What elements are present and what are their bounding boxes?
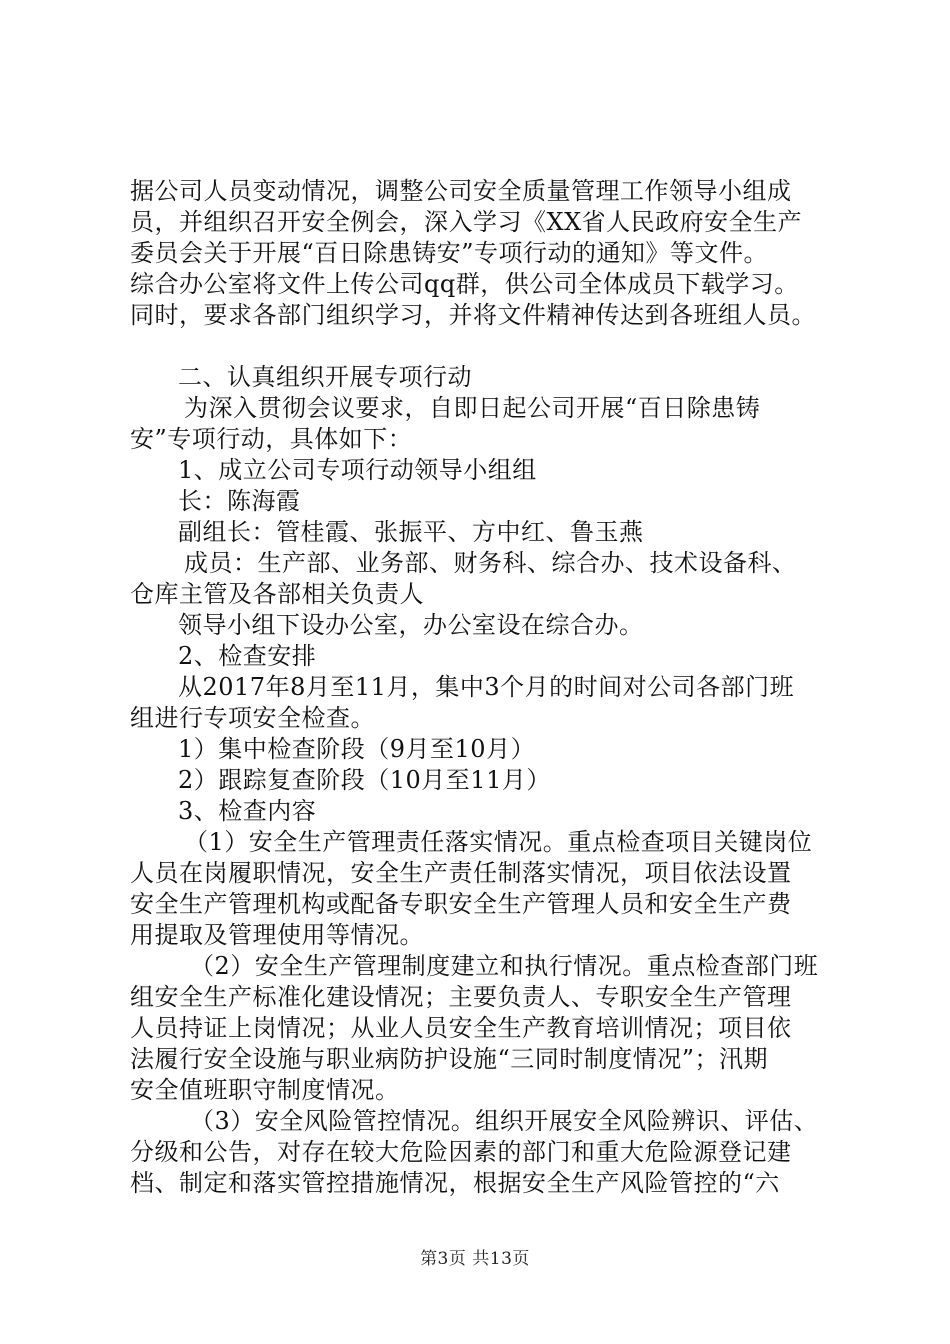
text-line: 员，并组织召开安全例会，深入学习《XX省人民政府安全生产	[130, 208, 803, 236]
section-heading: 二、认真组织开展专项行动	[178, 363, 472, 391]
text-line: 组进行专项安全检查。	[130, 704, 375, 732]
text-line: 据公司人员变动情况，调整公司安全质量管理工作领导小组成	[130, 177, 792, 205]
text-line: 领导小组下设办公室，办公室设在综合办。	[178, 611, 644, 639]
text-line: 人员持证上岗情况；从业人员安全生产教育培训情况；项目依	[130, 1014, 792, 1042]
page-number-footer: 第3页 共13页	[420, 1249, 530, 1269]
text-line: 同时，要求各部门组织学习，并将文件精神传达到各班组人员。	[130, 301, 816, 329]
text-line: 人员在岗履职情况，安全生产责任制落实情况，项目依法设置	[130, 859, 792, 887]
text-line: （2）安全生产管理制度建立和执行情况。重点检查部门班	[190, 952, 819, 980]
text-line: 1）集中检查阶段（9月至10月）	[178, 735, 536, 763]
text-line: 安”专项行动，具体如下：	[130, 425, 413, 453]
paragraph-spacer	[130, 331, 850, 362]
text-line: 成员：生产部、业务部、财务科、综合办、技术设备科、	[184, 549, 797, 577]
text-line: 档、制定和落实管控措施情况，根据安全生产风险管控的“六	[130, 1169, 780, 1197]
text-line: 仓库主管及各部相关负责人	[130, 580, 424, 608]
text-line: 分级和公告，对存在较大危险因素的部门和重大危险源登记建	[130, 1138, 792, 1166]
text-line: 长：陈海霞	[178, 487, 301, 515]
text-line: 2、检查安排	[178, 642, 317, 670]
text-line: 1、成立公司专项行动领导小组组	[178, 456, 537, 484]
text-line: 用提取及管理使用等情况。	[130, 921, 424, 949]
text-line: 安全值班职守制度情况。	[130, 1076, 400, 1104]
text-line: 综合办公室将文件上传公司qq群，供公司全体成员下载学习。	[130, 270, 799, 298]
text-line: 从2017年8月至11月，集中3个月的时间对公司各部门班	[178, 673, 795, 701]
text-line: 2）跟踪复查阶段（10月至11月）	[178, 766, 551, 794]
text-line: 组安全生产标准化建设情况；主要负责人、专职安全生产管理	[130, 983, 792, 1011]
text-line: 安全生产管理机构或配备专职安全生产管理人员和安全生产费	[130, 890, 792, 918]
text-line: 副组长：管桂霞、张振平、方中红、鲁玉燕	[178, 518, 644, 546]
document-body	[130, 176, 850, 1199]
text-line: 3、检查内容	[178, 797, 317, 825]
text-line: （1）安全生产管理责任落实情况。重点检查项目关键岗位	[184, 828, 813, 856]
text-line: 委员会关于开展“百日除患铸安”专项行动的通知》等文件。	[130, 239, 769, 267]
text-line: 为深入贯彻会议要求，自即日起公司开展“百日除患铸	[184, 394, 761, 422]
text-line: 法履行安全设施与职业病防护设施“三同时制度情况”；汛期	[130, 1045, 769, 1073]
text-line: （3）安全风险管控情况。组织开展安全风险辨识、评估、	[190, 1107, 819, 1135]
